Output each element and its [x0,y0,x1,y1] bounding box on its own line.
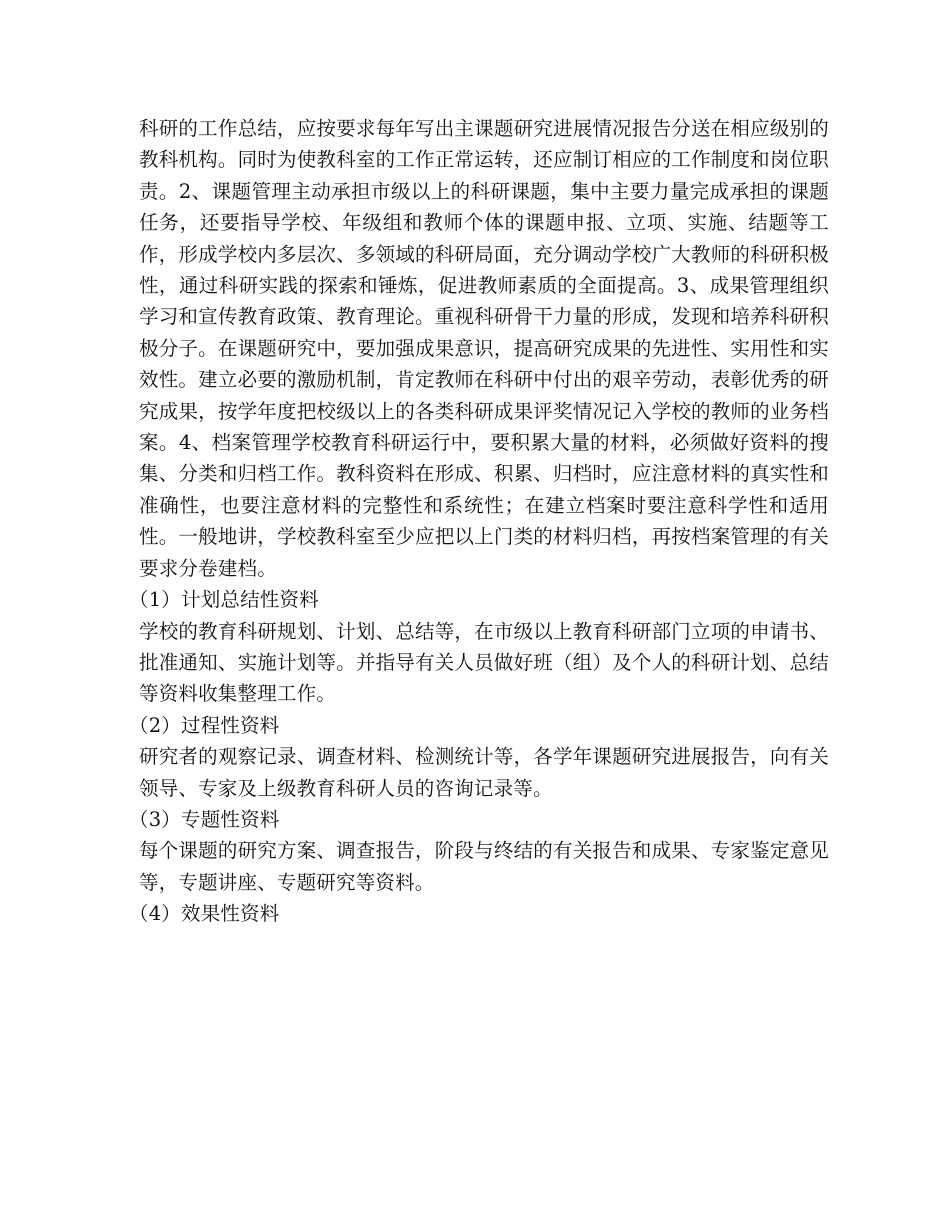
body-paragraph-1: 科研的工作总结，应按要求每年写出主课题研究进展情况报告分送在相应级别的教科机构。同时为使教科室的工作正常运转，还应制订相应的工作制度和岗位职责。2、课题管理主动承担市级以上的科研课题，集中主要力量完成承担的课题任务，还要指导学校、年级组和教师个体的课题申报、立项、实施、结题等工作，形成学校内多层次、多领域的科研局面，充分调动学校广大教师的科研积极性，通过科研实践的探索和锤炼，促进教师素质的全面提高。3、成果管理组织学习和宣传教育政策、教育理论。重视科研骨干力量的形成，发现和培养科研积极分子。在课题研究中，要加强成果意识，提高研究成果的先进性、实用性和实效性。建立必要的激励机制，肯定教师在科研中付出的艰辛劳动，表彰优秀的研究成果，按学年度把校级以上的各类科研成果评奖情况记入学校的教师的业务档案。4、档案管理学校教育科研运行中，要积累大量的材料，必须做好资料的搜集、分类和归档工作。教科资料在形成、积累、归档时，应注意材料的真实性和准确性，也要注意材料的完整性和系统性；在建立档案时要注意科学性和适用性。一般地讲，学校教科室至少应把以上门类的材料归档，再按档案管理的有关要求分卷建档。 [139,117,829,580]
section-heading-1: （1）计划总结性资料 [129,588,319,612]
section-heading-4: （4）效果性资料 [129,902,280,926]
section-heading-2: （2）过程性资料 [129,713,280,737]
document-body [129,113,829,930]
section-heading-3: （3）专题性资料 [129,807,280,831]
body-paragraph-2: 学校的教育科研规划、计划、总结等，在市级以上教育科研部门立项的申请书、批准通知、实施计划等。并指导有关人员做好班（组）及个人的科研计划、总结等资料收集整理工作。 [139,619,829,706]
body-paragraph-3: 研究者的观察记录、调查材料、检测统计等，各学年课题研究进展报告，向有关领导、专家及上级教育科研人员的咨询记录等。 [139,745,829,800]
body-paragraph-4: 每个课题的研究方案、调查报告，阶段与终结的有关报告和成果、专家鉴定意见等，专题讲座、专题研究等资料。 [139,839,829,894]
